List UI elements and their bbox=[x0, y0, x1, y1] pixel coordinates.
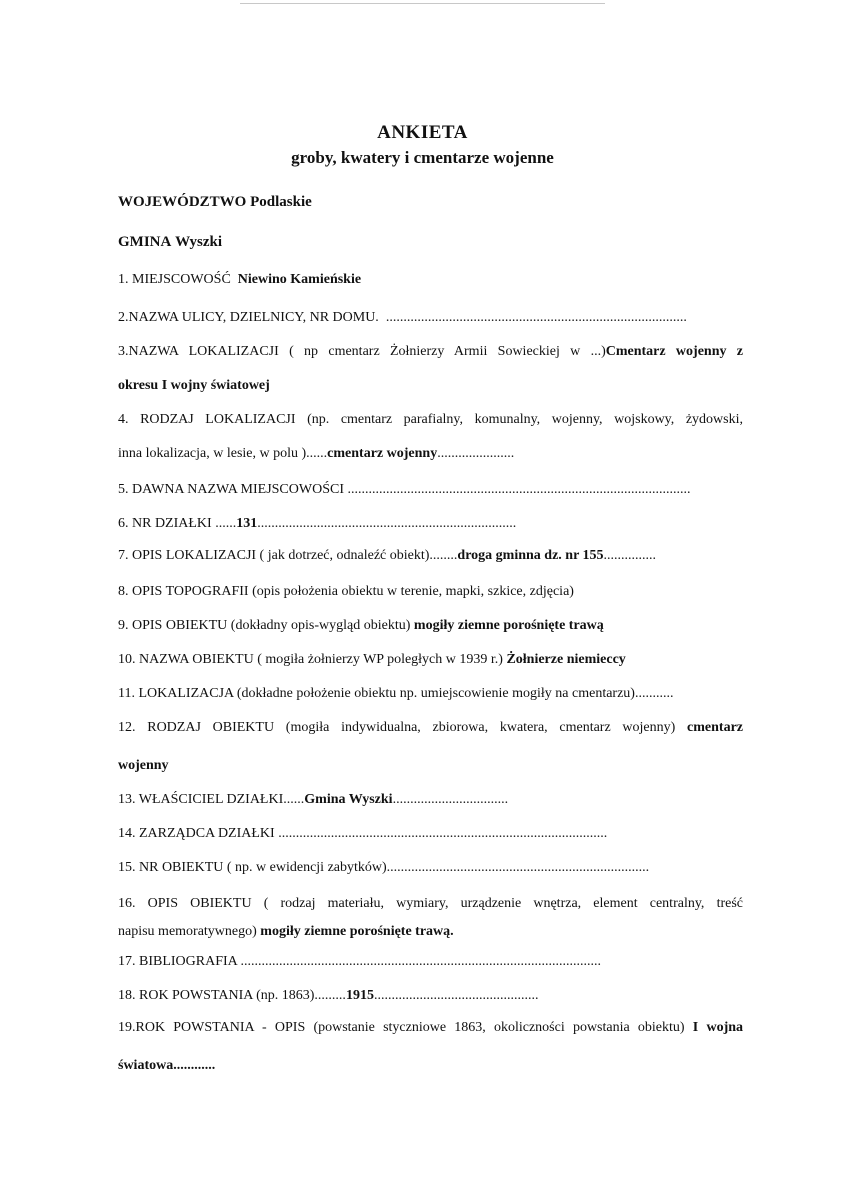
item-16-label-a: 16. OPIS OBIEKTU ( rodzaj materiału, wymiary, urządzenie wnętrza, element centralny, treść bbox=[118, 896, 743, 911]
item-18-label: 18. ROK POWSTANIA (np. 1863)......... bbox=[118, 988, 346, 1003]
item-10-label: 10. NAZWA OBIEKTU ( mogiła żołnierzy WP poległych w 1939 r.) bbox=[118, 652, 503, 667]
item-10-value: Żołnierze niemieccy bbox=[506, 652, 626, 667]
item-12-value-a: cmentarz bbox=[687, 720, 743, 735]
item-9-value: mogiły ziemne porośnięte trawą bbox=[413, 618, 604, 633]
item-12-value-b: wojenny bbox=[118, 758, 169, 773]
item-14 bbox=[118, 826, 743, 842]
item-6-dots: .......................................................................... bbox=[257, 516, 517, 531]
item-4-label-a: 4. RODZAJ LOKALIZACJI (np. cmentarz parafialny, komunalny, wojenny, wojskowy, żydowski, bbox=[118, 412, 743, 427]
item-5-dots: .................................................................................................. bbox=[347, 482, 691, 497]
item-12-line-b bbox=[118, 758, 743, 774]
item-9-label: 9. OPIS OBIEKTU (dokładny opis-wygląd obiektu) bbox=[118, 618, 411, 633]
item-1 bbox=[118, 272, 743, 288]
item-18 bbox=[118, 988, 743, 1004]
scan-edge-line bbox=[240, 3, 605, 4]
item-14-label: 14. ZARZĄDCA DZIAŁKI bbox=[118, 826, 275, 841]
item-5-label: 5. DAWNA NAZWA MIEJSCOWOŚCI bbox=[118, 482, 344, 497]
item-7-dots: ............... bbox=[603, 548, 657, 563]
item-4-label-b: inna lokalizacja, w lesie, w polu )...... bbox=[118, 446, 328, 461]
item-16-value: mogiły ziemne porośnięte trawą. bbox=[260, 924, 454, 939]
item-8-label: 8. OPIS TOPOGRAFII (opis położenia obiektu w terenie, mapki, szkice, zdjęcia) bbox=[118, 584, 574, 599]
item-1-value: Niewino Kamieńskie bbox=[237, 272, 362, 287]
item-2-label: 2.NAZWA ULICY, DZIELNICY, NR DOMU. bbox=[118, 310, 379, 325]
item-11 bbox=[118, 686, 743, 702]
item-19-value-b: światowa............ bbox=[118, 1058, 216, 1073]
document-subtitle: groby, kwatery i cmentarze wojenne bbox=[291, 148, 554, 167]
item-4-line-a bbox=[118, 412, 743, 428]
gmina-line bbox=[118, 234, 743, 251]
item-16-line-b bbox=[118, 924, 743, 940]
document-title: ANKIETA bbox=[377, 122, 468, 143]
item-7 bbox=[118, 548, 743, 564]
item-13-label: 13. WŁAŚCICIEL DZIAŁKI...... bbox=[118, 792, 305, 807]
wojewodztwo-line bbox=[118, 194, 743, 211]
item-15-dots: ........................................................................... bbox=[386, 860, 650, 875]
item-19-label: 19.ROK POWSTANIA - OPIS (powstanie styczniowe 1863, okoliczności powstania obiektu) bbox=[118, 1020, 685, 1035]
item-3-value-a: Cmentarz wojenny z bbox=[605, 344, 743, 359]
item-3-line-a bbox=[118, 344, 743, 360]
item-10 bbox=[118, 652, 743, 668]
item-5 bbox=[118, 482, 743, 498]
item-19-value-a: I wojna bbox=[692, 1020, 744, 1035]
item-18-value: 1915 bbox=[345, 988, 374, 1003]
item-16-label-b: napisu memoratywnego) bbox=[118, 924, 257, 939]
gmina-value: Wyszki bbox=[175, 234, 223, 250]
item-13 bbox=[118, 792, 743, 808]
item-4-dots: ...................... bbox=[437, 446, 515, 461]
item-19-line-b bbox=[118, 1058, 743, 1074]
item-9 bbox=[118, 618, 743, 634]
item-11-label: 11. LOKALIZACJA (dokładne położenie obiektu np. umiejscowienie mogiły na cmentarzu)........... bbox=[118, 686, 674, 701]
item-12-label: 12. RODZAJ OBIEKTU (mogiła indywidualna, zbiorowa, kwatera, cmentarz wojenny) bbox=[118, 720, 676, 735]
item-16-line-a bbox=[118, 896, 743, 912]
item-13-dots: ................................. bbox=[392, 792, 509, 807]
item-12-line-a bbox=[118, 720, 743, 736]
item-6 bbox=[118, 516, 743, 532]
item-18-dots: ............................................... bbox=[373, 988, 539, 1003]
item-4-line-b bbox=[118, 446, 743, 462]
item-6-label: 6. NR DZIAŁKI ...... bbox=[118, 516, 237, 531]
gmina-label: GMINA bbox=[118, 234, 172, 250]
item-3-label: 3.NAZWA LOKALIZACJI ( np cmentarz Żołnierzy Armii Sowieckiej w ...) bbox=[118, 344, 606, 359]
item-19-line-a bbox=[118, 1020, 743, 1036]
item-3-value-b: okresu I wojny światowej bbox=[118, 378, 270, 393]
item-3-line-b bbox=[118, 378, 743, 394]
item-14-dots: .............................................................................................. bbox=[278, 826, 608, 841]
item-13-value: Gmina Wyszki bbox=[304, 792, 393, 807]
item-2-dots: ...................................................................................... bbox=[385, 310, 687, 325]
item-7-label: 7. OPIS LOKALIZACJI ( jak dotrzeć, odnaleźć obiekt)........ bbox=[118, 548, 458, 563]
item-8 bbox=[118, 584, 743, 600]
item-4-value: cmentarz wojenny bbox=[327, 446, 438, 461]
item-6-value: 131 bbox=[236, 516, 258, 531]
wojewodztwo-value: Podlaskie bbox=[250, 194, 312, 210]
item-7-value: droga gminna dz. nr 155 bbox=[457, 548, 604, 563]
item-17-dots: ....................................................................................................... bbox=[240, 954, 602, 969]
item-1-label: 1. MIEJSCOWOŚĆ bbox=[118, 272, 231, 287]
item-2 bbox=[118, 310, 743, 326]
item-15 bbox=[118, 860, 743, 876]
wojewodztwo-label: WOJEWÓDZTWO bbox=[118, 194, 247, 210]
item-15-label: 15. NR OBIEKTU ( np. w ewidencji zabytków) bbox=[118, 860, 387, 875]
item-17 bbox=[118, 954, 743, 970]
item-17-label: 17. BIBLIOGRAFIA bbox=[118, 954, 238, 969]
